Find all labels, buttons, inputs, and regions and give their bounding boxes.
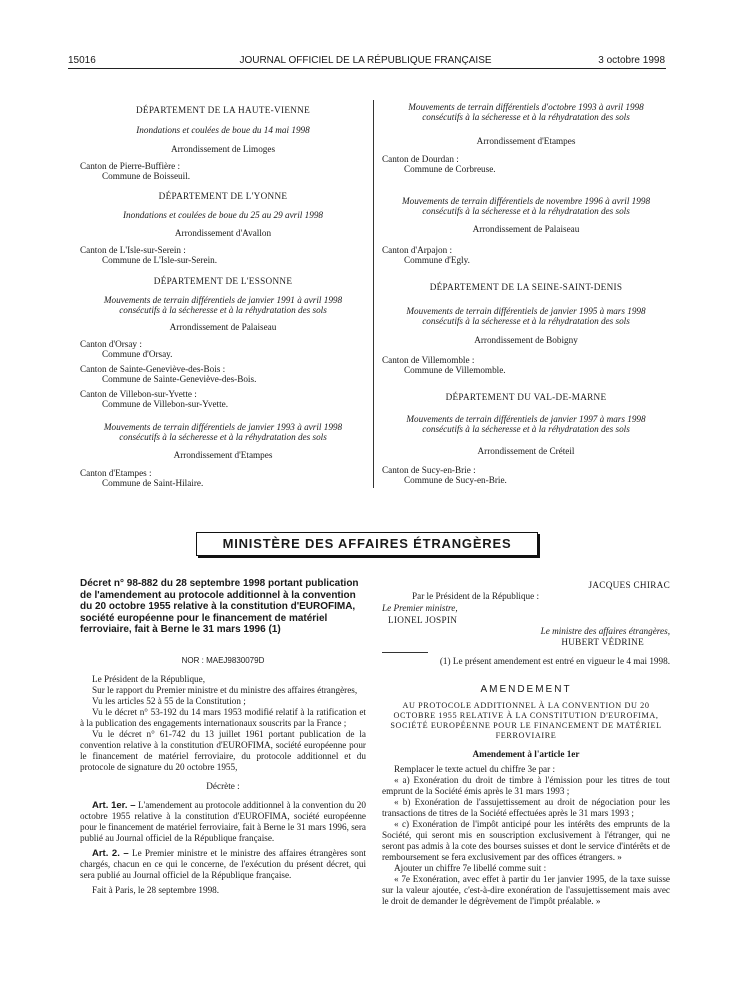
event-title: Mouvements de terrain différentiels d'octobre 1993 à avril 1998 <box>408 102 644 112</box>
paragraph: Remplacer le texte actuel du chiffre 3e par : <box>394 764 556 774</box>
event-title: Mouvements de terrain différentiels de janvier 1993 à avril 1998 <box>103 422 343 432</box>
canton: Canton de Sainte-Geneviève-des-Bois : <box>80 364 226 374</box>
par-le-president: Par le Président de la République : <box>412 591 540 601</box>
event-title: consécutifs à la sécheresse et à la réhydratation des sols <box>422 112 630 122</box>
article-2 <box>80 848 366 881</box>
event-title: Inondations et coulées de boue du 25 au 29 avril 1998 <box>122 210 324 220</box>
canton: Canton d'Etampes : <box>80 468 152 478</box>
commune: Commune de Sainte-Geneviève-des-Bois. <box>102 374 257 384</box>
paragraph: Ajouter un chiffre 7e libellé comme suit : <box>394 863 547 873</box>
event-title: Inondations et coulées de boue du 14 mai 1998 <box>136 125 310 135</box>
journal-title: JOURNAL OFFICIEL DE LA RÉPUBLIQUE FRANÇAISE <box>239 55 492 66</box>
commune: Commune de Boisseuil. <box>102 171 191 181</box>
paragraph: « c) Exonération de l'impôt anticipé pour les intérêts des emprunts de la Société, qui seront mis en souscription exclusivement à l'étranger, qui ne seront pas admis à la cote des bourses suisses et dont le service d'intérêts et de remboursement se fera exclusivement par des offices étrangers. » <box>382 819 670 862</box>
dept-heading: DÉPARTEMENT DE LA SEINE-SAINT-DENIS <box>429 282 623 292</box>
commune: Commune d'Orsay. <box>102 349 173 359</box>
canton: Canton d'Arpajon : <box>382 245 453 255</box>
page-number: 15016 <box>68 55 96 66</box>
footnote-rule <box>382 652 428 653</box>
paragraph: « 7e Exonération, avec effet à partir du 1er janvier 1995, de la taxe suisse sur la valeur ajoutée, c'est-à-dire exonération de l'assujettissement mais avec le droit de demander le dégrèvement de l'impôt préalable. » <box>382 874 670 906</box>
arrondissement: Arrondissement de Palaiseau <box>169 322 277 332</box>
arrondissement: Arrondissement de Bobigny <box>474 335 578 345</box>
paragraph: Le Président de la République, <box>92 674 206 684</box>
amendment-article-title: Amendement à l'article 1er <box>472 749 580 759</box>
dept-heading: DÉPARTEMENT DU VAL-DE-MARNE <box>445 392 607 402</box>
commune: Commune de Sucy-en-Brie. <box>404 475 507 485</box>
paragraph: « a) Exonération du droit de timbre à l'émission pour les titres de tout emprunt de la Société émis après le 31 mars 1993 ; <box>382 775 670 796</box>
paragraph: Sur le rapport du Premier ministre et du ministre des affaires étrangères, <box>92 685 358 695</box>
header-rule <box>68 68 666 69</box>
canton: Canton de Dourdan : <box>382 154 459 164</box>
event-title: consécutifs à la sécheresse et à la réhydratation des sols <box>422 206 630 216</box>
commune: Commune de Villemomble. <box>404 365 506 375</box>
mae-title: Le ministre des affaires étrangères, <box>540 626 670 636</box>
arrondissement: Arrondissement de Limoges <box>170 144 276 154</box>
pm-name: LIONEL JOSPIN <box>388 615 458 625</box>
amendment-subtitle: AU PROTOCOLE ADDITIONNEL À LA CONVENTION DU 20 OCTOBRE 1955 RELATIVE À LA CONSTITUTION D'EUROFIMA, SOCIÉTÉ EUROPÉENNE POUR LE FINANCEMENT DE MATÉRIEL FERROVIAIRE <box>390 701 662 740</box>
issue-date: 3 octobre 1998 <box>598 55 665 66</box>
event-title: consécutifs à la sécheresse et à la réhydratation des sols <box>422 424 630 434</box>
nor-reference: NOR : MAEJ9830079D <box>181 656 265 665</box>
arrondissement: Arrondissement d'Avallon <box>174 228 272 238</box>
article-text: L'amendement au protocole additionnel à la convention du 20 octobre 1955 relative à la constitution d'EUROFIMA, société européenne pour le financement de matériel ferroviaire, fait à Berne le 31 mars 1996, sera publié au Journal officiel de la République française. <box>80 800 366 843</box>
event-title: consécutifs à la sécheresse et à la réhydratation des sols <box>119 432 327 442</box>
canton: Canton de Villemomble : <box>382 355 475 365</box>
commune: Commune de L'Isle-sur-Serein. <box>102 255 218 265</box>
article-label: Art. 2. – <box>92 848 129 859</box>
column-separator <box>373 100 374 488</box>
footnote: (1) Le présent amendement est entré en vigueur le 4 mai 1998. <box>439 656 670 666</box>
event-title: consécutifs à la sécheresse et à la réhydratation des sols <box>422 316 630 326</box>
canton: Canton de L'Isle-sur-Serein : <box>80 245 186 255</box>
article-text: Le Premier ministre et le ministre des affaires étrangères sont chargés, chacun en ce qui le concerne, de l'exécution du présent décret, qui sera publié au Journal officiel de la République française. <box>80 848 366 880</box>
canton: Canton d'Orsay : <box>80 339 142 349</box>
pm-title: Le Premier ministre, <box>382 603 458 613</box>
commune: Commune de Corbreuse. <box>404 164 496 174</box>
article-1 <box>80 800 366 844</box>
done-at: Fait à Paris, le 28 septembre 1998. <box>92 885 220 895</box>
commune: Commune de Villebon-sur-Yvette. <box>102 399 229 409</box>
event-title: Mouvements de terrain différentiels de janvier 1991 à avril 1998 <box>103 295 343 305</box>
canton: Canton de Sucy-en-Brie : <box>382 465 476 475</box>
amendment-title: AMENDEMENT <box>480 684 572 695</box>
mae-name: HUBERT VÉDRINE <box>561 637 644 647</box>
canton: Canton de Pierre-Buffière : <box>80 161 181 171</box>
arrondissement: Arrondissement de Créteil <box>477 446 575 456</box>
dept-heading: DÉPARTEMENT DE LA HAUTE-VIENNE <box>135 105 311 115</box>
president-name: JACQUES CHIRAC <box>588 580 670 590</box>
right-column <box>382 100 670 500</box>
commune: Commune d'Egly. <box>404 255 470 265</box>
event-title: Mouvements de terrain différentiels de janvier 1997 à mars 1998 <box>406 414 646 424</box>
arrondissement: Arrondissement de Palaiseau <box>472 224 580 234</box>
decree-title: Décret n° 98-882 du 28 septembre 1998 portant publication de l'amendement au protocole additionnel à la convention du 20 octobre 1955 relative à la constitution d'EUROFIMA, société européenne pour le financement de matériel ferroviaire, fait à Berne le 31 mars 1996 (1) <box>80 578 359 635</box>
decree-body <box>80 674 366 896</box>
paragraph: Vu les articles 52 à 55 de la Constitution ; <box>92 696 246 706</box>
paragraph: Vu le décret n° 61-742 du 13 juillet 1961 portant publication de la convention relative à la constitution d'EUROFIMA, société européenne pour le financement de matériel ferroviaire, du protocole additionnel et du protocole de signature du 20 octobre 1955, <box>80 729 366 772</box>
decrete: Décrète : <box>206 781 240 791</box>
commune: Commune de Saint-Hilaire. <box>102 478 204 488</box>
arrondissement: Arrondissement d'Etampes <box>173 450 273 460</box>
amendment-body <box>382 684 670 907</box>
signatures <box>382 578 670 668</box>
arrondissement: Arrondissement d'Etampes <box>476 136 576 146</box>
paragraph: Vu le décret n° 53-192 du 14 mars 1953 modifié relatif à la ratification et à la publication des engagements internationaux souscrits par la France ; <box>80 707 366 728</box>
dept-heading: DÉPARTEMENT DE L'ESSONNE <box>153 276 293 286</box>
canton: Canton de Villebon-sur-Yvette : <box>80 389 197 399</box>
article-label: Art. 1er. – <box>92 800 136 811</box>
event-title: consécutifs à la sécheresse et à la réhydratation des sols <box>119 305 327 315</box>
dept-heading: DÉPARTEMENT DE L'YONNE <box>158 191 288 201</box>
left-column <box>80 100 366 500</box>
event-title: Mouvements de terrain différentiels de novembre 1996 à avril 1998 <box>401 196 651 206</box>
ministry-banner: MINISTÈRE DES AFFAIRES ÉTRANGÈRES <box>196 532 538 556</box>
paragraph: « b) Exonération de l'assujettissement au droit de négociation pour les transactions de titres de la Société effectuées après le 31 mars 1993 ; <box>382 797 670 818</box>
event-title: Mouvements de terrain différentiels de janvier 1995 à mars 1998 <box>406 306 646 316</box>
